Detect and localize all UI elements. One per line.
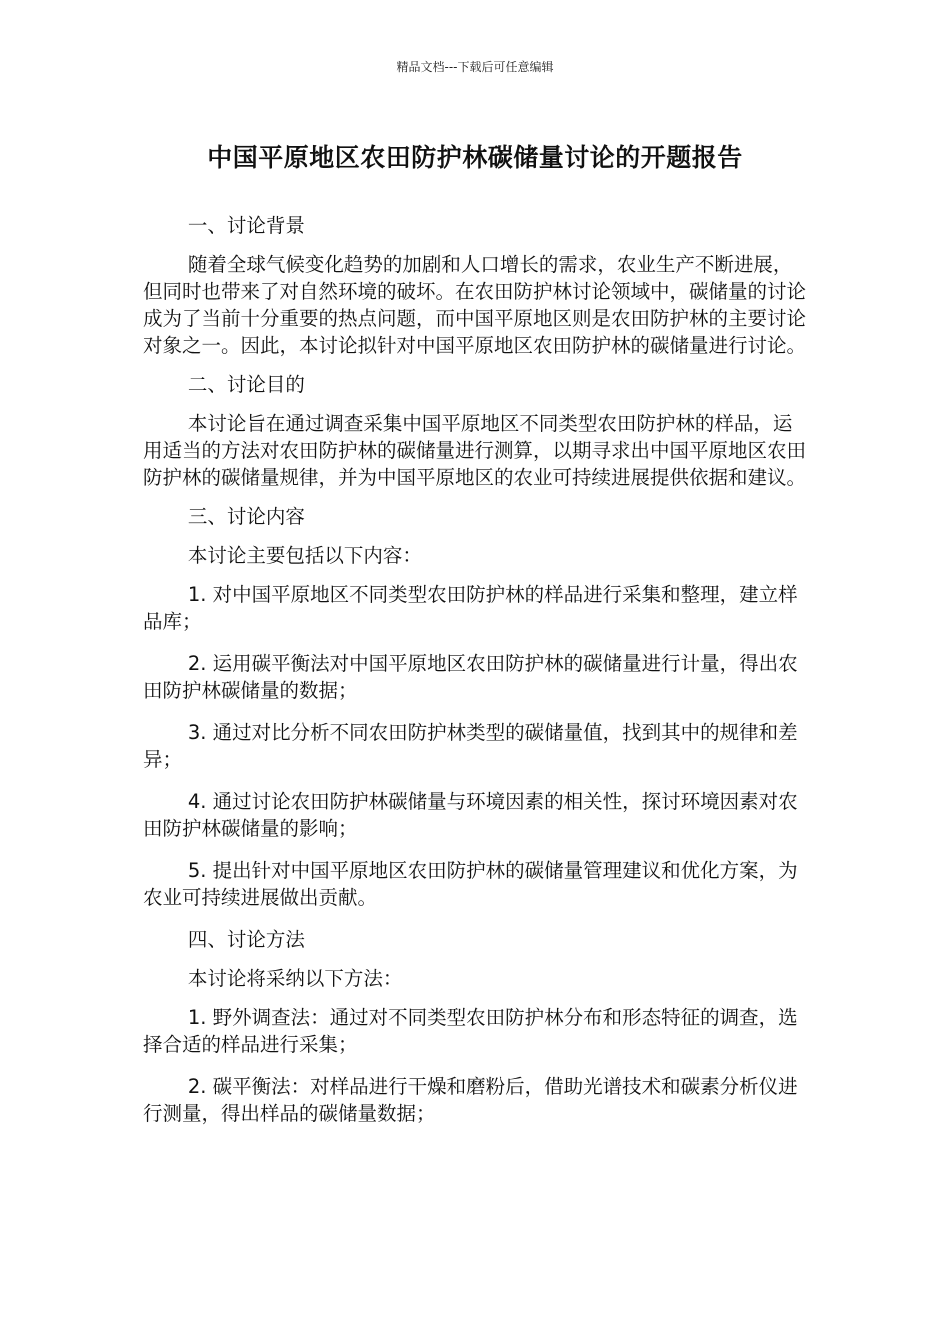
page-header: 精品文档---下载后可任意编辑 bbox=[396, 60, 554, 74]
list-item: 1. 野外调查法：通过对不同类型农田防护林分布和形态特征的调查，选择合适的样品进行采集； bbox=[143, 1006, 798, 1056]
section-intro: 本讨论将采纳以下方法： bbox=[187, 967, 403, 990]
list-item: 2. 运用碳平衡法对中国平原地区农田防护林的碳储量进行计量，得出农田防护林碳储量的数据； bbox=[143, 652, 798, 702]
list-item: 4. 通过讨论农田防护林碳储量与环境因素的相关性，探讨环境因素对农田防护林碳储量的影响； bbox=[143, 790, 798, 840]
list-item: 1. 对中国平原地区不同类型农田防护林的样品进行采集和整理，建立样品库； bbox=[143, 583, 798, 633]
section-heading: 二、讨论目的 bbox=[187, 373, 305, 396]
document-title: 中国平原地区农田防护林碳储量讨论的开题报告 bbox=[207, 143, 743, 172]
section-heading: 四、讨论方法 bbox=[187, 928, 305, 951]
section-intro: 本讨论主要包括以下内容： bbox=[187, 544, 422, 567]
list-item: 3. 通过对比分析不同农田防护林类型的碳储量值，找到其中的规律和差异； bbox=[143, 721, 798, 771]
list-item: 2. 碳平衡法：对样品进行干燥和磨粉后，借助光谱技术和碳素分析仪进行测量，得出样品的碳储量数据； bbox=[143, 1075, 798, 1125]
section-heading: 三、讨论内容 bbox=[187, 505, 305, 528]
document-body bbox=[143, 212, 807, 1142]
section-paragraph: 随着全球气候变化趋势的加剧和人口增长的需求，农业生产不断进展，但同时也带来了对自然环境的破坏。在农田防护林讨论领域中，碳储量的讨论成为了当前十分重要的热点问题，而中国平原地区则是农田防护林的主要讨论对象之一。因此，本讨论拟针对中国平原地区农田防护林的碳储量进行讨论。 bbox=[143, 253, 807, 357]
list-item: 5. 提出针对中国平原地区农田防护林的碳储量管理建议和优化方案，为农业可持续进展做出贡献。 bbox=[143, 859, 798, 909]
section-paragraph: 本讨论旨在通过调查采集中国平原地区不同类型农田防护林的样品，运用适当的方法对农田防护林的碳储量进行测算，以期寻求出中国平原地区农田防护林的碳储量规律，并为中国平原地区的农业可持续进展提供依据和建议。 bbox=[143, 412, 807, 489]
section-heading: 一、讨论背景 bbox=[187, 214, 305, 237]
